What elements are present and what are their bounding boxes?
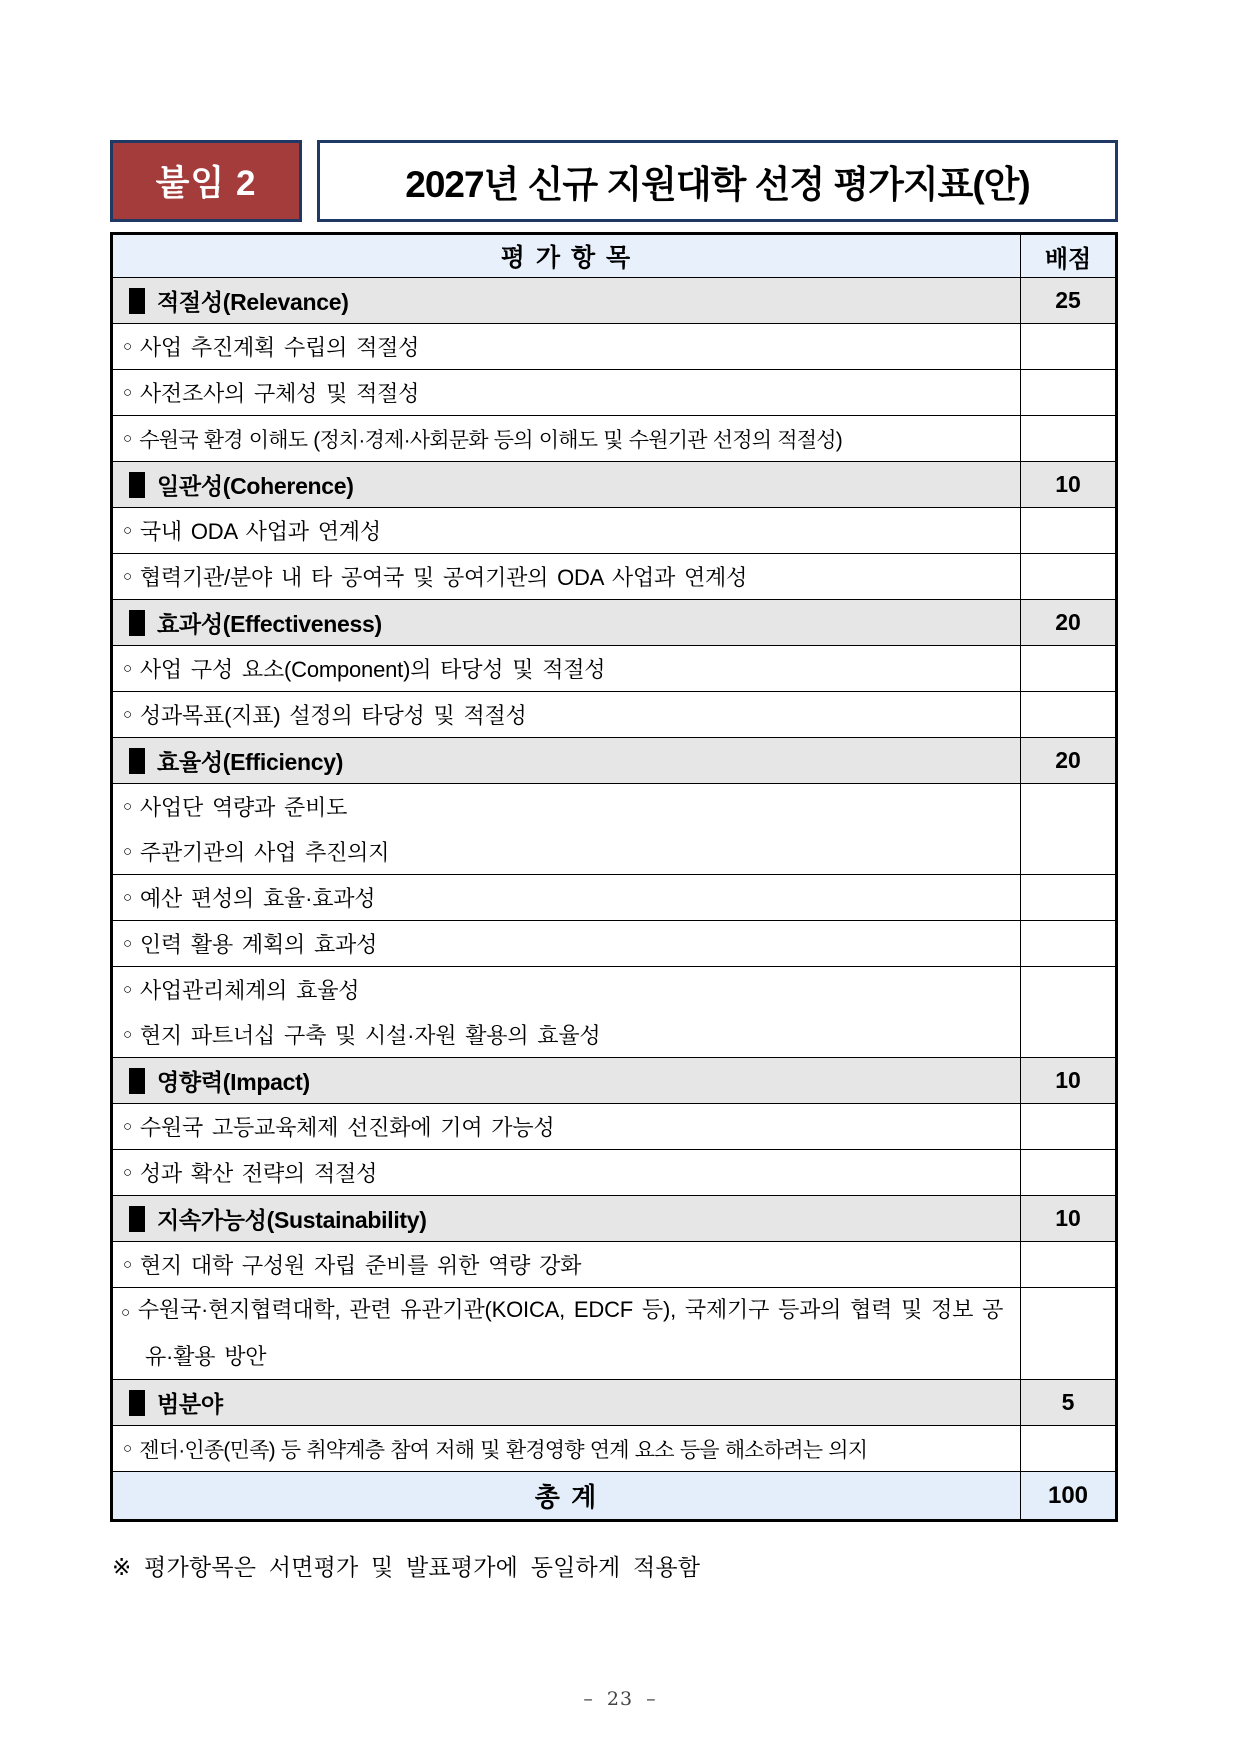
score-cell: 10 [1020, 1058, 1115, 1103]
item-label: 수원국 환경 이해도 (정치·경제·사회문화 등의 이해도 및 수원기관 선정의 적절성) [139, 428, 842, 452]
item-label: 성과 확산 전략의 적절성 [139, 1161, 378, 1186]
item-label: 성과목표(지표) 설정의 타당성 및 적절성 [139, 703, 527, 728]
circle-bullet-icon: ○ [121, 1304, 130, 1321]
black-square-icon [129, 610, 145, 636]
category-label: 영향력(Impact) [157, 1069, 310, 1095]
category-row [113, 1379, 1115, 1425]
page-title: 2027년 신규 지원대학 선정 평가지표(안) [405, 164, 1030, 205]
category-row [113, 461, 1115, 507]
item-row [113, 1425, 1115, 1471]
criteria-item [113, 324, 1020, 369]
footnote: ※ 평가항목은 서면평가 및 발표평가에 동일하게 적용함 [112, 1554, 701, 1580]
category-row [113, 737, 1115, 783]
criteria-cell [113, 1150, 1020, 1195]
item-row [113, 691, 1115, 737]
item-label: 사전조사의 구체성 및 적절성 [139, 381, 420, 406]
criteria-cell [113, 324, 1020, 369]
criteria-item [113, 692, 1020, 737]
score-cell [1020, 967, 1115, 1057]
score-cell [1020, 416, 1115, 461]
item-row [113, 323, 1115, 369]
score-cell: 5 [1020, 1380, 1115, 1425]
item-label: 예산 편성의 효율·효과성 [139, 886, 376, 911]
black-square-icon [129, 1390, 145, 1416]
score-cell [1020, 692, 1115, 737]
circle-bullet-icon: ○ [123, 1026, 132, 1043]
criteria-item [113, 370, 1020, 415]
total-row [113, 1471, 1115, 1519]
item-row [113, 1241, 1115, 1287]
criteria-cell [113, 967, 1020, 1057]
item-label: 수원국 고등교육체제 선진화에 기여 가능성 [139, 1115, 555, 1140]
category-row [113, 1195, 1115, 1241]
item-label: 사업관리체계의 효율성 [139, 978, 360, 1003]
item-label: 현지 파트너십 구축 및 시설·자원 활용의 효율성 [139, 1023, 601, 1048]
criteria-cell [113, 875, 1020, 920]
item-label: 현지 대학 구성원 자립 준비를 위한 역량 강화 [139, 1253, 582, 1278]
score-cell [1020, 875, 1115, 920]
criteria-item [113, 921, 1020, 966]
category-row [113, 599, 1115, 645]
black-square-icon [129, 1206, 145, 1232]
circle-bullet-icon: ○ [123, 430, 132, 447]
category-row [113, 1057, 1115, 1103]
circle-bullet-icon: ○ [123, 568, 132, 585]
item-row [113, 783, 1115, 874]
item-row [113, 369, 1115, 415]
score-cell [1020, 1242, 1115, 1287]
score-cell [1020, 921, 1115, 966]
document-content [110, 140, 1118, 1582]
category-label: 효율성(Efficiency) [157, 749, 344, 775]
page-header [110, 140, 1118, 222]
score-cell: 20 [1020, 600, 1115, 645]
black-square-icon [129, 288, 145, 314]
score-cell: 10 [1020, 462, 1115, 507]
circle-bullet-icon: ○ [123, 1164, 132, 1181]
score-cell [1020, 646, 1115, 691]
criteria-cell [113, 416, 1020, 461]
item-row [113, 507, 1115, 553]
criteria-item [113, 967, 1020, 1012]
black-square-icon [129, 748, 145, 774]
circle-bullet-icon: ○ [123, 384, 132, 401]
criteria-cell [113, 1242, 1020, 1287]
item-row [113, 966, 1115, 1057]
attachment-badge [110, 140, 302, 222]
page-number: – 23 – [583, 1688, 657, 1710]
category-label: 지속가능성(Sustainability) [157, 1207, 427, 1233]
circle-bullet-icon: ○ [123, 706, 132, 723]
item-row [113, 1287, 1115, 1379]
item-row [113, 553, 1115, 599]
score-cell [1020, 370, 1115, 415]
criteria-item [113, 508, 1020, 553]
criteria-cell [113, 278, 1020, 323]
table-header-row [113, 235, 1115, 277]
score-cell [1020, 508, 1115, 553]
score-cell: 20 [1020, 738, 1115, 783]
criteria-item [113, 1012, 1020, 1057]
circle-bullet-icon: ○ [123, 843, 132, 860]
total-label-cell: 총 계 [534, 1482, 599, 1512]
criteria-item [113, 829, 1020, 874]
black-square-icon [129, 1068, 145, 1094]
score-cell [1020, 1426, 1115, 1471]
criteria-item [113, 1104, 1020, 1149]
criteria-cell [113, 1380, 1020, 1425]
circle-bullet-icon: ○ [123, 981, 132, 998]
score-header-cell: 배점 [1020, 235, 1115, 277]
score-cell [1020, 324, 1115, 369]
criteria-cell [113, 1196, 1020, 1241]
score-cell [1020, 1104, 1115, 1149]
item-label: 주관기관의 사업 추진의지 [139, 840, 390, 865]
criteria-cell [113, 738, 1020, 783]
criteria-cell [113, 692, 1020, 737]
item-row [113, 920, 1115, 966]
criteria-item [113, 784, 1020, 829]
criteria-item [113, 1242, 1020, 1287]
item-row [113, 415, 1115, 461]
criteria-cell [113, 508, 1020, 553]
item-row [113, 645, 1115, 691]
criteria-item [113, 875, 1020, 920]
item-label: 수원국·현지협력대학, 관련 유관기관(KOICA, EDCF 등), 국제기구 등과의 협력 및 정보 공유·활용 방안 [137, 1297, 1004, 1369]
criteria-cell [113, 554, 1020, 599]
criteria-header-cell: 평 가 항 목 [500, 244, 633, 272]
category-label: 일관성(Coherence) [157, 473, 354, 499]
item-label: 협력기관/분야 내 타 공여국 및 공여기관의 ODA 사업과 연계성 [139, 565, 748, 590]
criteria-item [113, 646, 1020, 691]
criteria-item [113, 1426, 1020, 1471]
circle-bullet-icon: ○ [123, 1118, 132, 1135]
circle-bullet-icon: ○ [123, 798, 132, 815]
category-label: 범분야 [157, 1391, 223, 1417]
criteria-cell [113, 1288, 1020, 1379]
item-row [113, 874, 1115, 920]
circle-bullet-icon: ○ [123, 522, 132, 539]
criteria-cell [113, 1104, 1020, 1149]
criteria-cell [113, 370, 1020, 415]
item-label: 사업 구성 요소(Component)의 타당성 및 적절성 [139, 657, 606, 682]
item-label: 인력 활용 계획의 효과성 [139, 932, 378, 957]
page-title-box [317, 140, 1118, 222]
criteria-cell [113, 1426, 1020, 1471]
total-score-cell: 100 [1020, 1472, 1115, 1519]
circle-bullet-icon: ○ [123, 935, 132, 952]
circle-bullet-icon: ○ [123, 1440, 132, 1457]
item-label: 국내 ODA 사업과 연계성 [139, 519, 381, 544]
category-row [113, 277, 1115, 323]
category-label: 효과성(Effectiveness) [157, 611, 382, 637]
attachment-badge-label: 붙임 2 [155, 164, 257, 203]
score-cell [1020, 784, 1115, 874]
criteria-cell [113, 1058, 1020, 1103]
score-cell [1020, 1150, 1115, 1195]
category-label: 적절성(Relevance) [157, 289, 349, 315]
circle-bullet-icon: ○ [123, 1256, 132, 1273]
criteria-cell [113, 462, 1020, 507]
criteria-table [110, 232, 1118, 1522]
item-label: 사업단 역량과 준비도 [139, 795, 348, 820]
circle-bullet-icon: ○ [123, 889, 132, 906]
criteria-item [113, 1150, 1020, 1195]
criteria-item [113, 1288, 1020, 1379]
score-cell: 10 [1020, 1196, 1115, 1241]
criteria-cell [113, 600, 1020, 645]
item-row [113, 1149, 1115, 1195]
criteria-cell [113, 646, 1020, 691]
criteria-cell [113, 921, 1020, 966]
score-cell [1020, 1288, 1115, 1379]
criteria-item [113, 554, 1020, 599]
item-row [113, 1103, 1115, 1149]
criteria-cell [113, 784, 1020, 874]
circle-bullet-icon: ○ [123, 660, 132, 677]
criteria-item [113, 416, 1020, 461]
item-label: 사업 추진계획 수립의 적절성 [139, 335, 420, 360]
score-cell: 25 [1020, 278, 1115, 323]
black-square-icon [129, 472, 145, 498]
circle-bullet-icon: ○ [123, 338, 132, 355]
item-label: 젠더·인종(민족) 등 취약계층 참여 저해 및 환경영향 연계 요소 등을 해소하려는 의지 [139, 1438, 868, 1462]
score-cell [1020, 554, 1115, 599]
